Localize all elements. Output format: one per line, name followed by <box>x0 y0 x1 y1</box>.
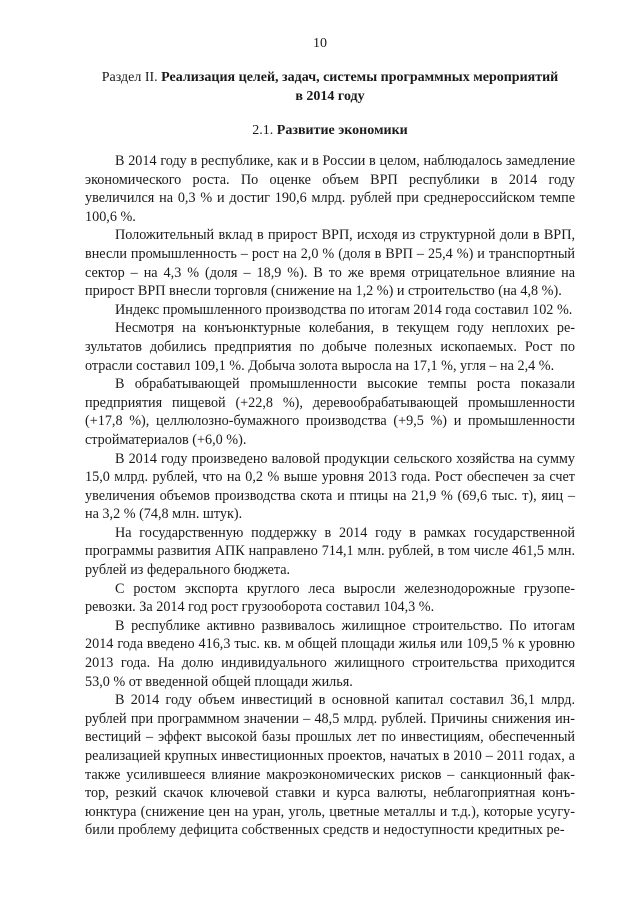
paragraph-mining: Несмотря на конъюнктурные колебания, в текущем году неплохих результатов добились предприятия по добыче полезных ископаемых. Рост по отрасли составил 109,1 %. Добыча золота выросла на 17,1 %, угля – на 2,4 %. <box>85 320 575 374</box>
section-heading <box>100 68 560 106</box>
paragraph-state-support: На государственную поддержку в 2014 году в рамках государственной программы развития АПК направлено 714,1 млн. рублей, в том числе 461,5 млн. рублей из федерального бюджета. <box>85 524 575 579</box>
paragraph-housing: В республике активно развивалось жилищное строительство. По итогам 2014 года введено 416,3 тыс. кв. м общей площади жилья или 109,5 % к уровню 2013 года. На долю индивидуального жилищного строительства приходится 53,0 % от введенной общей площади жилья. <box>85 617 575 690</box>
section-title: Реализация целей, задач, системы программных мероприятий в 2014 году <box>161 70 559 104</box>
paragraph-investment: В 2014 году объем инвестиций в основной капитал составил 36,1 млрд. рублей при программном значении – 48,5 млрд. рублей. Причины снижения инвестиций – эффект высокой базы прошлых лет по инвестициям, обеспеченный реализацией крупных инвестиционных проектов, начатых в 2010 – 2011 годах, а также усилившееся влияние макроэкономических рисков – санкционный фактор, резкий скачок ключевой ставки и курса валюты, неблагоприятная конъюнктура (снижение цен на уран, уголь, цветные металлы и т.д.), которые усугубили проблему дефицита собственных средств и недоступности кредитных ре- <box>85 692 575 839</box>
section-prefix: Раздел II. <box>101 70 162 85</box>
subsection-title: Развитие экономики <box>276 123 408 138</box>
paragraph-gdp-contribution: Положительный вклад в прирост ВРП, исходя из структурной доли в ВРП, внесли промышленность – рост на 2,0 % (доля в ВРП – 25,4 %) и транспортный сектор – на 4,3 % (доля – 18,9 %). В то же время отрицательное влияние на прирост ВРП внесли торговля (снижение на 1,2 %) и строительство (на 4,8 %). <box>85 227 575 300</box>
body-text <box>85 152 575 840</box>
paragraph-manufacturing: В обрабатывающей промышленности высокие темпы роста показали предприятия пищевой (+22,8 %), деревообрабатывающей промышленности (+17,8 %), целлюлозно-бумажного производства (+9,5 %) и промышленности стройматериалов (+6,0 %). <box>85 376 575 448</box>
paragraph-railway-freight: С ростом экспорта круглого леса выросли железнодорожные грузоперевозки. За 2014 год рост грузооборота составил 104,3 %. <box>85 580 575 616</box>
page-number: 10 <box>313 36 327 51</box>
paragraph-gdp-slowdown: В 2014 году в республике, как и в России в целом, наблюдалось замедление экономического роста. По оценке объем ВРП республики в 2014 году увеличился на 0,3 % и достиг 190,6 млрд. рублей при среднероссийском темпе 100,6 %. <box>85 153 575 225</box>
subsection-prefix: 2.1. <box>252 123 277 138</box>
paragraph-agriculture: В 2014 году произведено валовой продукции сельского хозяйства на сумму 15,0 млрд. рублей, что на 0,2 % выше уровня 2013 года. Рост обеспечен за счет увеличения объемов производства скота и птицы на 21,9 % (69,6 тыс. т), яиц – на 3,2 % (74,8 млн. штук). <box>85 450 575 523</box>
paragraph-industrial-index: Индекс промышленного производства по итогам 2014 года составил 102 %. <box>115 301 573 318</box>
subsection-heading <box>100 122 560 140</box>
